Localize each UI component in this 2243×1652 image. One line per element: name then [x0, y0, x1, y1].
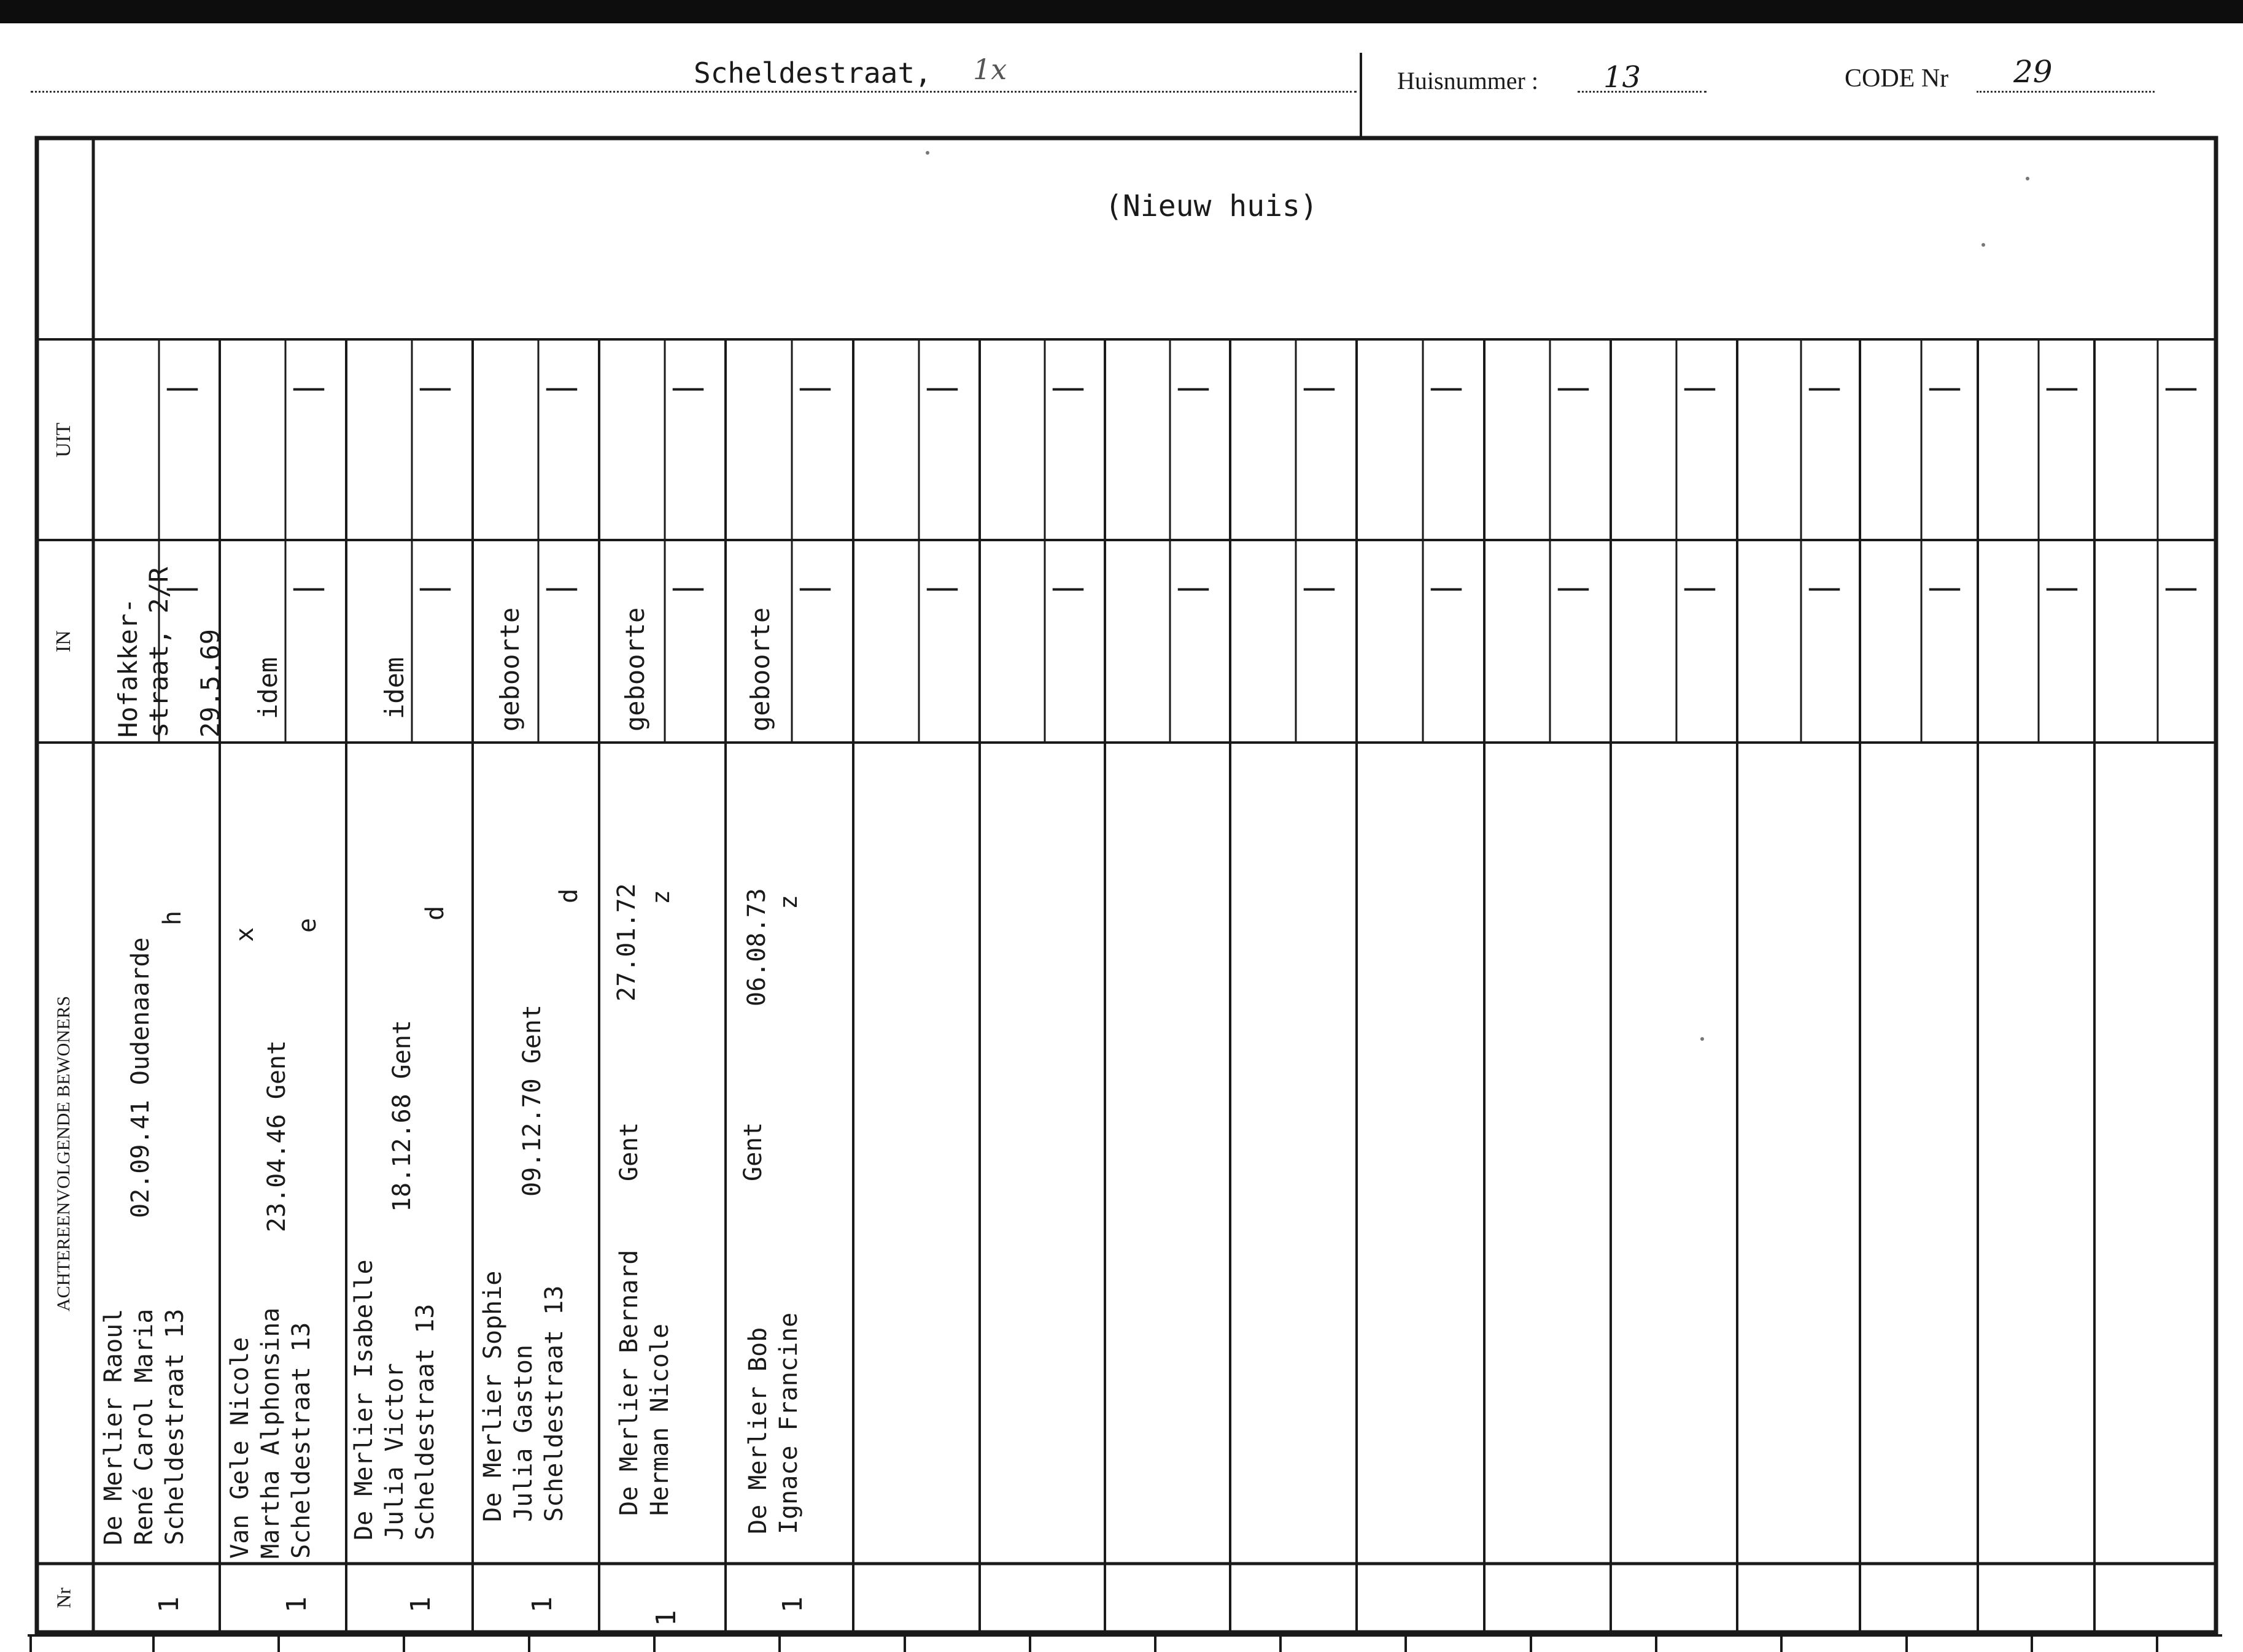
- dash-mark: —: [798, 368, 832, 407]
- birth-date-place: 02.09.41 Oudenaarde: [126, 937, 155, 1218]
- resident-name: [743, 1313, 804, 1534]
- dash-mark: —: [1807, 568, 1842, 608]
- in-note: idem: [253, 657, 283, 719]
- row-label-residents: ACHTEREENVOLGENDE BEWONERS: [53, 995, 74, 1312]
- dash-mark: —: [544, 568, 579, 608]
- dash-mark: —: [1302, 368, 1336, 407]
- grid-sub-lines: [159, 339, 2158, 743]
- nr-value: 1: [777, 1596, 808, 1613]
- handwritten-mark: x: [231, 927, 259, 942]
- new-house-note: (Nieuw huis): [1105, 189, 1318, 223]
- code-nr-label: CODE Nr: [1845, 64, 1949, 93]
- resident-line: De Merlier Bob: [744, 1327, 772, 1534]
- street-handwritten-note: 1x: [973, 53, 1007, 86]
- resident-line: De Merlier Raoul: [99, 1308, 128, 1545]
- dash-mark: —: [165, 568, 200, 608]
- resident-line: Herman Nicole: [646, 1323, 674, 1516]
- birth-date-place: 18.12.68 Gent: [388, 1019, 416, 1212]
- resident-line: Ignace Francine: [775, 1312, 803, 1534]
- resident-line: De Merlier Sophie: [479, 1270, 507, 1522]
- nr-value: 1: [651, 1610, 682, 1626]
- in-note: idem: [379, 657, 409, 719]
- dash-mark: —: [671, 368, 705, 407]
- street-name: Scheldestraat,: [694, 56, 932, 90]
- in-origin-address: [113, 567, 174, 738]
- dash-mark: —: [1429, 368, 1463, 407]
- in-note: geboorte: [745, 607, 775, 731]
- dash-mark: —: [1302, 568, 1336, 608]
- dash-mark: —: [671, 568, 705, 608]
- nr-value: 1: [153, 1596, 185, 1613]
- dash-mark: —: [165, 368, 200, 407]
- resident-name: [478, 1271, 570, 1522]
- scan-speck: [2026, 177, 2029, 180]
- house-number-label: Huisnummer :: [1397, 67, 1538, 95]
- in-note: geboorte: [495, 607, 525, 731]
- row-label-nr: Nr: [52, 1588, 75, 1608]
- dash-mark: —: [292, 368, 326, 407]
- dash-mark: —: [1051, 368, 1085, 407]
- dash-mark: —: [1556, 368, 1590, 407]
- row-label-uit: UIT: [52, 422, 75, 458]
- house-number-value: 13: [1603, 60, 1641, 95]
- dash-mark: —: [1556, 568, 1590, 608]
- resident-line: Scheldestraat 13: [411, 1303, 440, 1540]
- birth-place: Gent: [615, 1122, 643, 1181]
- dash-mark: —: [1927, 368, 1962, 407]
- birth-place: Gent: [739, 1122, 767, 1181]
- grid-bottom-ticks: [31, 1635, 2157, 1652]
- dash-mark: —: [1429, 568, 1463, 608]
- dash-mark: —: [798, 568, 832, 608]
- in-origin-line: straat, 2/R: [144, 566, 174, 738]
- scan-speck: [926, 151, 929, 155]
- dash-mark: —: [418, 568, 452, 608]
- dash-mark: —: [2045, 368, 2079, 407]
- dash-mark: —: [1927, 568, 1962, 608]
- dash-mark: —: [925, 568, 959, 608]
- resident-line: De Merlier Bernard: [615, 1249, 643, 1516]
- resident-line: Julia Gaston: [509, 1345, 538, 1522]
- resident-name: [98, 1309, 190, 1545]
- birth-date: 27.01.72: [613, 883, 641, 1002]
- dash-mark: —: [1683, 368, 1717, 407]
- scan-top-edge: [0, 0, 2243, 23]
- scan-speck: [1700, 1037, 1704, 1041]
- resident-line: De Merlier Isabelle: [350, 1259, 378, 1540]
- status-code: e: [293, 917, 322, 933]
- in-origin-line: Hofakker-: [113, 598, 143, 738]
- house-number-dotted-rule: [1578, 91, 1706, 93]
- dash-mark: —: [2164, 568, 2198, 608]
- dash-mark: —: [2045, 568, 2079, 608]
- birth-date: 06.08.73: [743, 888, 771, 1006]
- scan-speck: [1982, 243, 1985, 247]
- resident-name: [349, 1259, 441, 1540]
- nr-value: 1: [405, 1596, 436, 1613]
- status-code: h: [158, 910, 187, 925]
- resident-line: Julia Victor: [381, 1363, 409, 1540]
- row-label-in: IN: [52, 630, 75, 652]
- dash-mark: —: [1051, 568, 1085, 608]
- in-note: geboorte: [620, 607, 650, 731]
- dash-mark: —: [418, 368, 452, 407]
- code-nr-value: 29: [2013, 54, 2053, 90]
- birth-date-place: 09.12.70 Gent: [518, 1004, 546, 1197]
- dash-mark: —: [1807, 368, 1842, 407]
- nr-value: 1: [281, 1596, 312, 1613]
- header-dotted-rule: [31, 91, 1357, 93]
- resident-line: René Carol Maria: [130, 1308, 158, 1545]
- resident-line: Van Gele Nicole: [226, 1337, 254, 1559]
- status-code: d: [555, 888, 583, 903]
- resident-line: Scheldestraat 13: [540, 1285, 568, 1522]
- resident-line: Martha Alphonsina: [257, 1307, 285, 1559]
- header-separator: [1360, 53, 1362, 136]
- nr-value: 1: [527, 1596, 558, 1613]
- dash-mark: —: [1176, 368, 1211, 407]
- dash-mark: —: [544, 368, 579, 407]
- birth-date-place: 23.04.46 Gent: [263, 1040, 291, 1232]
- in-date: 29.5.69: [195, 628, 225, 738]
- dash-mark: —: [925, 368, 959, 407]
- status-code: z: [775, 894, 803, 909]
- code-nr-dotted-rule: [1977, 91, 2155, 93]
- status-code: z: [647, 889, 675, 905]
- dash-mark: —: [2164, 368, 2198, 407]
- resident-name: [614, 1250, 675, 1516]
- dash-mark: —: [1683, 568, 1717, 608]
- status-code: d: [421, 905, 449, 921]
- resident-name: [225, 1308, 317, 1559]
- resident-line: Scheldestraat 13: [161, 1308, 189, 1545]
- dash-mark: —: [1176, 568, 1211, 608]
- dash-mark: —: [292, 568, 326, 608]
- resident-line: Scheldestraat 13: [287, 1322, 316, 1559]
